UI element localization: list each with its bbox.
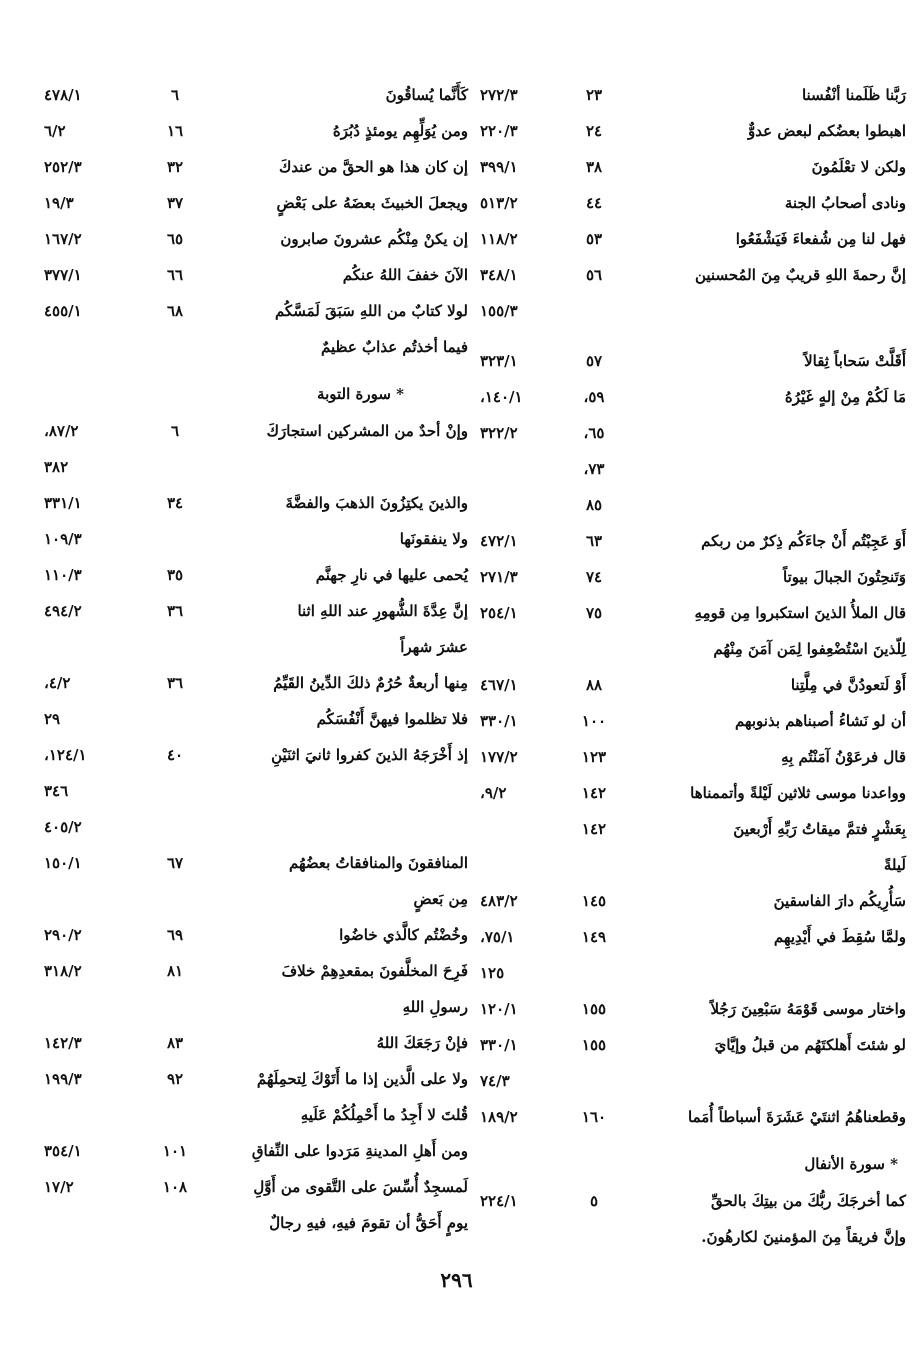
index-entry xyxy=(36,594,468,630)
volume-page-ref: ٦/٢ xyxy=(44,122,66,140)
index-entry xyxy=(474,258,906,294)
volume-page-ref: ٣٤٨/١ xyxy=(480,266,518,284)
ayah-number: ٥٣ xyxy=(585,230,603,248)
index-entry xyxy=(36,918,468,954)
volume-page-ref: ٧٥/١، xyxy=(480,928,515,946)
verse-text: الآنَ خففَ اللهُ عنكُم xyxy=(342,266,468,284)
verse-text: فَرِحَ المخلَّفونَ بمقعدِهِمْ خلافَ xyxy=(281,962,468,980)
index-entry xyxy=(36,1062,468,1098)
verse-text: إنَّ عِدَّةَ الشُّهورِ عند اللهِ اثنا xyxy=(297,602,468,620)
volume-page-ref: ٣٩٩/١ xyxy=(480,158,518,176)
index-entry xyxy=(36,294,468,330)
index-entry xyxy=(474,488,906,524)
volume-page-ref: ٣٥٤/١ xyxy=(44,1142,82,1160)
volume-page-ref: ٢٩ xyxy=(44,710,61,728)
verse-text: رَبَّنا ظَلَمنا أنْفُسنا xyxy=(801,86,906,104)
volume-page-ref: ٩/٢، xyxy=(480,784,507,802)
ayah-number: ٢٣ xyxy=(585,86,603,104)
verse-text: كما أخرجَكَ ربُّكَ من بيتِكَ بالحقِّ xyxy=(710,1192,906,1210)
surah-heading-anfal: * سورة الأنفال xyxy=(804,1155,898,1173)
volume-page-ref: ٤٩٤/٢ xyxy=(44,602,82,620)
verse-text: فيما أخذتُم عذابٌ عظيمٌ xyxy=(321,338,468,356)
ayah-number: ٢٤ xyxy=(585,122,603,140)
index-entry xyxy=(36,522,468,558)
ayah-number: ١٥٥ xyxy=(581,1000,607,1018)
ayah-number: ٣٦ xyxy=(166,602,184,620)
index-entry xyxy=(36,702,468,738)
index-entry xyxy=(474,78,906,114)
volume-page-ref: ٨٧/٢، xyxy=(44,422,79,440)
volume-page-ref: ٤/٢، xyxy=(44,674,71,692)
right-top-group xyxy=(474,78,906,330)
ayah-number: ٥٩، xyxy=(583,388,605,406)
ayah-number: ١٤٢ xyxy=(581,784,607,802)
verse-text: لَمسجِدٌ أُسِّسَ على التَّقوى من أَوَّلِ xyxy=(253,1178,468,1196)
verse-text: قال فرعَوْنُ آمَنْتُم بِهِ xyxy=(781,748,906,766)
index-entry xyxy=(36,1170,468,1206)
index-entry xyxy=(474,812,906,848)
ayah-number: ٥٧ xyxy=(585,352,603,370)
ayah-number: ٧٣، xyxy=(583,460,605,478)
volume-page-ref: ٤٧٢/١ xyxy=(480,532,518,550)
ayah-number: ١٤٢ xyxy=(581,820,607,838)
volume-page-ref: ١٦٧/٢ xyxy=(44,230,82,248)
verse-text: إذ أَخْرَجَهُ الذينَ كفروا ثانيَ اثنَيْنِ xyxy=(271,746,468,764)
index-entry xyxy=(474,186,906,222)
verse-text: وواعدنا موسى ثلاثين لَيْلةً وأتممناها xyxy=(690,784,906,802)
volume-page-ref: ١٥٥/٣ xyxy=(480,302,518,320)
index-entry xyxy=(36,810,468,846)
ayah-number: ١٠٨ xyxy=(162,1178,188,1196)
index-entry xyxy=(474,1220,906,1256)
index-entry xyxy=(474,380,906,416)
index-entry xyxy=(36,222,468,258)
ayah-number: ١٠٠ xyxy=(581,712,607,730)
index-entry xyxy=(474,416,906,452)
volume-page-ref: ١٢٤/١، xyxy=(44,746,87,764)
index-entry xyxy=(474,114,906,150)
verse-text: أَوْ لَتعودُنَّ في مِلَّتِنا xyxy=(790,676,906,694)
index-entry xyxy=(474,150,906,186)
volume-page-ref: ٢٩٠/٢ xyxy=(44,926,82,944)
verse-text: وخُضْتُم كالَّذي خاضُوا xyxy=(339,926,468,944)
verse-text: لولا كتابٌ من اللهِ سَبَقَ لَمَسَّكُم xyxy=(274,302,468,320)
surah-heading-tawba: * سورة التوبة xyxy=(317,385,404,403)
index-entry xyxy=(474,452,906,488)
ayah-number: ٦٦ xyxy=(166,266,184,284)
ayah-number: ٦ xyxy=(170,422,180,440)
volume-page-ref: ١٧٧/٢ xyxy=(480,748,518,766)
verse-text: ومن أَهلِ المدينةِ مَرَدوا على النِّفاقِ xyxy=(251,1142,468,1160)
volume-page-ref: ٣٣٠/١ xyxy=(480,1036,518,1054)
ayah-number: ٦٥، xyxy=(583,424,605,442)
spacer xyxy=(474,330,906,344)
index-entry xyxy=(36,1098,468,1134)
verse-text: فلا تظلموا فيهنَّ أَنْفُسَكُم xyxy=(316,710,468,728)
volume-page-ref: ٢٢٠/٣ xyxy=(480,122,518,140)
verse-text: وإنْ أحدٌ من المشركين استجارَكَ xyxy=(266,422,468,440)
index-entry xyxy=(474,740,906,776)
index-entry xyxy=(474,992,906,1028)
volume-page-ref: ٣٢٣/١ xyxy=(480,352,518,370)
volume-page-ref: ٤٠٥/٢ xyxy=(44,818,82,836)
volume-page-ref: ١٥٠/١ xyxy=(44,854,82,872)
index-entry xyxy=(36,846,468,882)
verse-text: بِعَشْرٍ فتمَّ ميقاتُ رَبِّهِ أَرْبعينَ xyxy=(733,820,906,838)
ayah-number: ٣٨ xyxy=(585,158,603,176)
verse-text: ونادى أصحابُ الجنة xyxy=(784,194,906,212)
volume-page-ref: ٥١٣/٢ xyxy=(480,194,518,212)
index-entry xyxy=(36,414,468,450)
index-entry xyxy=(474,1100,906,1136)
volume-page-ref: ٧٤/٣ xyxy=(480,1072,510,1090)
left-column xyxy=(36,78,468,1242)
verse-text: قُلتَ لا أَجِدُ ما أَحْمِلُكُمْ عَلَيهِ xyxy=(300,1106,468,1124)
volume-page-ref: ٢٥٢/٣ xyxy=(44,158,82,176)
index-entry xyxy=(474,560,906,596)
index-entry xyxy=(36,774,468,810)
volume-page-ref: ٣٧٧/١ xyxy=(44,266,82,284)
verse-text: إن كان هذا هو الحقَّ من عندكَ xyxy=(279,158,468,176)
ayah-number: ٦٣ xyxy=(585,532,603,550)
volume-page-ref: ٣٢٢/٢ xyxy=(480,424,518,442)
index-entry xyxy=(474,222,906,258)
verse-text: ويجعلَ الخبيثَ بعضَهُ على بَعْضٍ xyxy=(276,194,468,212)
ayah-number: ١٤٥ xyxy=(581,892,607,910)
verse-text: إنَّ رحمةَ اللهِ قريبٌ مِنَ المُحسنين xyxy=(694,266,906,284)
index-entry xyxy=(474,524,906,560)
ayah-number: ٩٢ xyxy=(166,1070,184,1088)
index-entry xyxy=(36,1134,468,1170)
volume-page-ref: ٣٨٢ xyxy=(44,458,69,476)
volume-page-ref: ١٢٥ xyxy=(480,964,505,982)
index-entry xyxy=(36,450,468,486)
index-entry xyxy=(36,486,468,522)
verse-text: لِلّذينَ اسْتُضْعِفوا لِمَن آمَنَ مِنْهُم xyxy=(713,640,906,658)
right-mid-group xyxy=(474,344,906,1136)
verse-text: ولكن لا تعْلَمُونَ xyxy=(811,158,906,176)
verse-text: سَأُرِيكُم دارَ الفاسقينَ xyxy=(773,892,906,910)
volume-page-ref: ١٨٩/٢ xyxy=(480,1108,518,1126)
verse-text: فإنْ رَجَعَكَ اللهُ xyxy=(376,1034,468,1052)
index-entry xyxy=(36,1026,468,1062)
ayah-number: ٣٧ xyxy=(166,194,184,212)
verse-text: والذينَ يكتِزُونَ الذهبَ والفضَّةَ xyxy=(285,494,468,512)
volume-page-ref: ٣٣١/١ xyxy=(44,494,82,512)
index-entry xyxy=(36,114,468,150)
volume-page-ref: ٢٧١/٣ xyxy=(480,568,518,586)
index-entry xyxy=(36,186,468,222)
ayah-number: ٣٢ xyxy=(166,158,184,176)
index-entry xyxy=(474,848,906,884)
verse-text: لو شئتَ أَهلكتَهُم من قبلُ وإيَّايَ xyxy=(714,1036,906,1054)
verse-text: ولا ينفقونَها xyxy=(399,530,468,548)
left-top-group xyxy=(36,78,468,366)
ayah-number: ١٦ xyxy=(166,122,184,140)
verse-text: رسولِ اللهِ xyxy=(402,998,468,1016)
volume-page-ref: ٢٥٤/١ xyxy=(480,604,518,622)
volume-page-ref: ٤٧٨/١ xyxy=(44,86,82,104)
volume-page-ref: ١٢٠/١ xyxy=(480,1000,518,1018)
verse-text: أَوَ عَجِبْتُم أَنْ جاءَكُم ذِكرٌ من ربكم xyxy=(701,532,906,550)
volume-page-ref: ١٩/٣ xyxy=(44,194,74,212)
index-entry xyxy=(36,954,468,990)
volume-page-ref: ٤٦٧/١ xyxy=(480,676,518,694)
index-entry xyxy=(474,668,906,704)
index-entry xyxy=(474,596,906,632)
ayah-number: ٨٥ xyxy=(585,496,603,514)
index-entry xyxy=(474,1028,906,1064)
index-entry xyxy=(36,630,468,666)
page-number: ٢٩٦ xyxy=(440,1268,473,1292)
verse-text: إن يكنْ مِنْكُم عشرونَ صابرون xyxy=(280,230,468,248)
ayah-number: ٥ xyxy=(589,1192,599,1210)
index-entry xyxy=(474,1064,906,1100)
index-entry xyxy=(474,1184,906,1220)
ayah-number: ٧٤ xyxy=(585,568,603,586)
ayah-number: ٣٥ xyxy=(166,566,184,584)
ayah-number: ١٥٥ xyxy=(581,1036,607,1054)
volume-page-ref: ١٧/٢ xyxy=(44,1178,74,1196)
verse-text: فهل لنا مِن شُفعاءَ فَيَشْفَعُوا xyxy=(735,230,906,248)
index-entry xyxy=(36,1206,468,1242)
volume-page-ref: ١١٠/٣ xyxy=(44,566,82,584)
index-entry xyxy=(36,330,468,366)
ayah-number: ٦٩ xyxy=(166,926,184,944)
index-entry xyxy=(474,632,906,668)
ayah-number: ٣٤ xyxy=(166,494,184,512)
ayah-number: ١٢٣ xyxy=(581,748,607,766)
index-entry xyxy=(474,776,906,812)
volume-page-ref: ٢٧٢/٣ xyxy=(480,86,518,104)
right-bottom-group xyxy=(474,1184,906,1256)
index-entry xyxy=(36,882,468,918)
verse-text: مِنها أربعةٌ حُرُمٌ ذلكَ الدِّينُ القَيِّمُ xyxy=(273,674,468,692)
verse-text: يومٍ أَحَقُّ أن تقومَ فيهِ، فيهِ رجالٌ xyxy=(269,1214,468,1232)
index-entry xyxy=(474,294,906,330)
index-entry xyxy=(36,150,468,186)
volume-page-ref: ١٤٢/٣ xyxy=(44,1034,82,1052)
index-entry xyxy=(36,258,468,294)
verse-text: مَا لَكُمْ مِنْ إلهٍ غَيْرُهُ xyxy=(784,388,906,406)
verse-text: المنافقونَ والمنافقاتُ بعضُهُم xyxy=(289,854,468,872)
index-entry xyxy=(36,558,468,594)
volume-page-ref: ١٠٩/٣ xyxy=(44,530,82,548)
ayah-number: ٨٨ xyxy=(585,676,603,694)
verse-text: يُحمى عليها في نارِ جهنَّم xyxy=(315,566,468,584)
verse-text: كَأَنَّما يُساقُونَ xyxy=(385,86,468,104)
ayah-number: ١٤٩ xyxy=(581,928,607,946)
volume-page-ref: ٣١٨/٢ xyxy=(44,962,82,980)
index-entry xyxy=(474,704,906,740)
verse-text: أن لو نَشاءُ أصبناهم بذنوبهم xyxy=(734,712,906,730)
volume-page-ref: ١٩٩/٣ xyxy=(44,1070,82,1088)
verse-text: وقطعناهُمُ اثنتَيْ عَشَرَةَ أسباطاً أُمَما xyxy=(688,1108,906,1126)
ayah-number: ٨٣ xyxy=(166,1034,184,1052)
ayah-number: ٤٤ xyxy=(585,194,603,212)
volume-page-ref: ١٤٠/١، xyxy=(480,388,523,406)
ayah-number: ٥٦ xyxy=(585,266,603,284)
verse-text: ولا على الَّذين إذا ما أَتَوْكَ لِتحمِلَهُمْ xyxy=(256,1070,468,1088)
verse-text: وَتَنحِتُونَ الجبالَ بيوتاً xyxy=(783,568,906,586)
verse-text: وإنَّ فريقاً مِنَ المؤمنينَ لكارهُونَ. xyxy=(701,1228,906,1246)
verse-text: ومن يُوَلِّهِم يومئذٍ دُبُرَهُ xyxy=(332,122,468,140)
ayah-number: ١٦٠ xyxy=(581,1108,607,1126)
index-entry xyxy=(36,78,468,114)
index-entry xyxy=(474,884,906,920)
verse-text: قال الملأُ الذينَ استكبروا مِن قومِهِ xyxy=(694,604,906,622)
index-entry xyxy=(474,920,906,956)
verse-text: عشرَ شهراً xyxy=(400,638,468,656)
volume-page-ref: ٤٨٣/٢ xyxy=(480,892,518,910)
verse-text: لَيلةً xyxy=(883,856,906,874)
volume-page-ref: ٣٣٠/١ xyxy=(480,712,518,730)
left-bottom-group xyxy=(36,414,468,1242)
volume-page-ref: ٣٤٦ xyxy=(44,782,69,800)
index-entry xyxy=(36,738,468,774)
ayah-number: ٦٥ xyxy=(166,230,184,248)
ayah-number: ١٠١ xyxy=(162,1142,188,1160)
verse-text: أَقَلَّتْ سَحاباً ثِقالاً xyxy=(804,352,906,370)
volume-page-ref: ٢٢٤/١ xyxy=(480,1192,518,1210)
ayah-number: ٦ xyxy=(170,86,180,104)
ayah-number: ٦٧ xyxy=(166,854,184,872)
ayah-number: ٧٥ xyxy=(585,604,603,622)
volume-page-ref: ٤٥٥/١ xyxy=(44,302,82,320)
ayah-number: ٤٠ xyxy=(166,746,184,764)
verse-text: واختار موسى قَوْمَهُ سَبْعِينَ رَجُلاً xyxy=(710,1000,906,1018)
ayah-number: ٦٨ xyxy=(166,302,184,320)
ayah-number: ٨١ xyxy=(166,962,184,980)
index-entry xyxy=(474,956,906,992)
ayah-number: ٣٦ xyxy=(166,674,184,692)
verse-text: اهبطوا بعضُكم لبعض عدوٌّ xyxy=(748,122,906,140)
index-entry xyxy=(36,990,468,1026)
verse-text: ولمَّا سُقِطَ في أَيْدِيهِم xyxy=(773,928,906,946)
index-entry xyxy=(474,344,906,380)
verse-text: مِن بَعضٍ xyxy=(413,890,468,908)
right-column xyxy=(474,78,906,1256)
volume-page-ref: ١١٨/٢ xyxy=(480,230,518,248)
index-entry xyxy=(36,666,468,702)
